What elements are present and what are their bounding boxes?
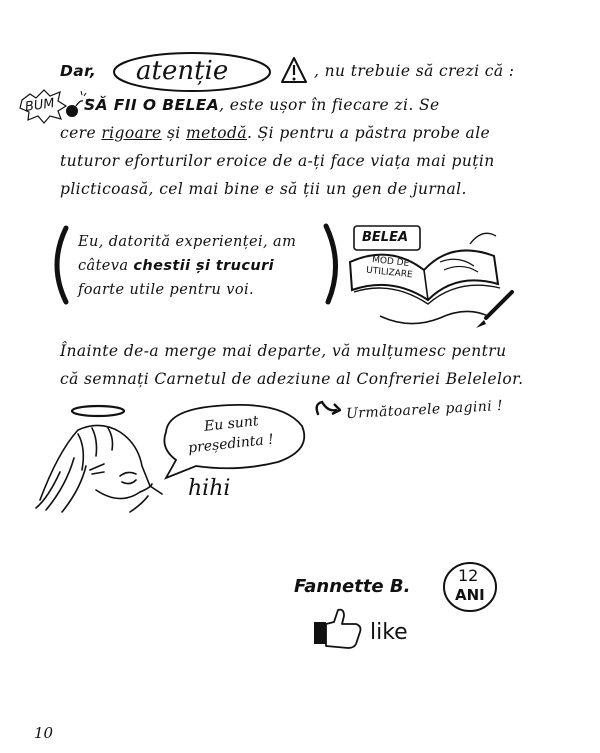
quote-line-3: foarte utile pentru voi. bbox=[78, 282, 254, 298]
word-rigoare: rigoare bbox=[101, 124, 162, 142]
next-pages-note: Următoarele pagini ! bbox=[345, 397, 504, 423]
bum-label: BUM bbox=[24, 96, 56, 115]
warning-icon bbox=[282, 58, 306, 82]
page-number: 10 bbox=[34, 724, 54, 742]
like-label: like bbox=[370, 620, 408, 645]
intro-line-3-a: cere bbox=[60, 124, 102, 142]
intro-line-3 bbox=[60, 124, 490, 142]
intro-line-3-c: . Și pentru a păstra probe ale bbox=[247, 124, 491, 142]
word-dar: Dar, bbox=[60, 62, 97, 80]
intro-line-3-b: și bbox=[161, 124, 186, 142]
intro-line-2 bbox=[84, 96, 440, 114]
left-bracket bbox=[57, 228, 66, 302]
intro-line-1-rest: , nu trebuie să crezi că : bbox=[314, 62, 515, 80]
age-unit: ANI bbox=[455, 586, 485, 604]
thumbs-up-icon bbox=[314, 610, 361, 648]
signature-name: Fannette B. bbox=[294, 576, 411, 597]
bubble-line-1: Eu sunt bbox=[203, 413, 260, 435]
intro-line-2-rest: , este ușor în fiecare zi. Se bbox=[219, 96, 440, 114]
book-title: BELEA bbox=[362, 230, 409, 245]
word-metoda: metodă bbox=[186, 124, 247, 142]
intro-line-1 bbox=[60, 62, 96, 80]
hihi-text: hihi bbox=[188, 476, 231, 501]
intro-line-4: tuturor eforturilor eroice de a-ți face viața mai puțin bbox=[60, 152, 495, 170]
quote-bold-tricks: chestii și trucuri bbox=[133, 258, 275, 274]
quote-line-1: Eu, datorită experienței, am bbox=[78, 234, 297, 250]
sa-fii-o-belea: SĂ FII O BELEA bbox=[84, 96, 220, 114]
girl-face-illustration bbox=[36, 425, 162, 512]
closing-line-1: Înainte de-a merge mai departe, vă mulțumesc pentru bbox=[60, 342, 507, 360]
right-bracket bbox=[326, 226, 336, 302]
closing-line-2: că semnați Carnetul de adeziune al Confreriei Belelelor. bbox=[60, 370, 524, 388]
age-number: 12 bbox=[458, 566, 479, 585]
book-subtitle-1: MOD DE bbox=[371, 255, 410, 269]
word-atentie: atenție bbox=[136, 56, 229, 86]
intro-line-5: plicticoasă, cel mai bine e să ții un gen de jurnal. bbox=[60, 180, 467, 198]
halo bbox=[72, 406, 124, 416]
bubble-line-2: președinta ! bbox=[187, 431, 275, 457]
quote-line-2 bbox=[78, 258, 274, 274]
book-subtitle-2: UTILIZARE bbox=[365, 265, 414, 281]
quote-line-2-a: câteva bbox=[78, 258, 134, 274]
